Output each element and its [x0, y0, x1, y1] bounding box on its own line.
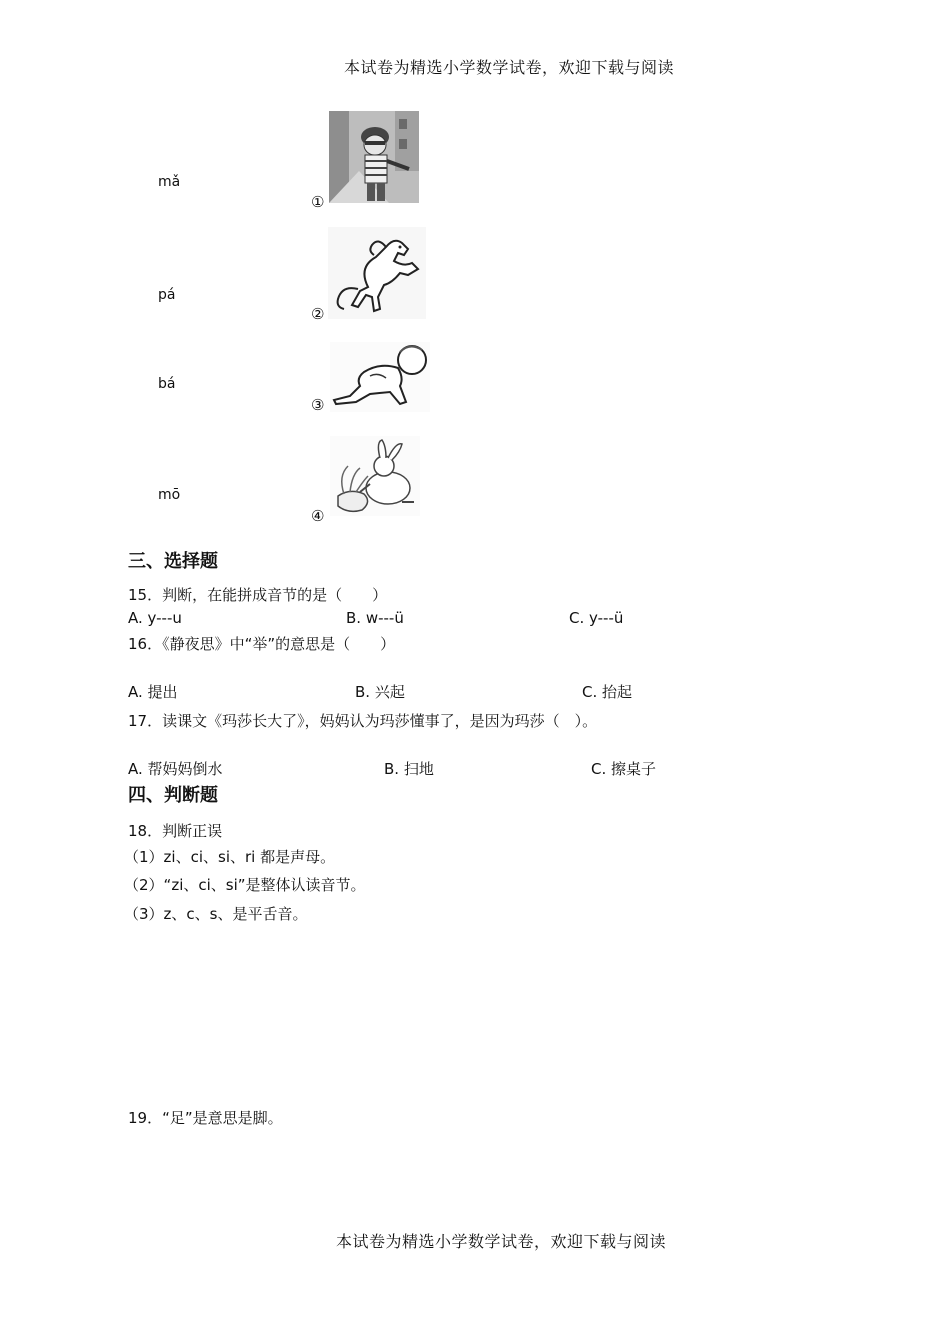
- question-15-option-b: B. w---ü: [346, 609, 404, 627]
- question-16-stem: 16．《静夜思》中“举”的意思是（ ）: [128, 635, 396, 653]
- circled-number-1: ①: [311, 193, 325, 211]
- question-17-stem: 17．读课文《玛莎长大了》，妈妈认为玛莎懂事了，是因为玛莎（ ）。: [128, 712, 598, 730]
- section-3-title: 三、选择题: [128, 551, 218, 572]
- question-16-option-a: A. 提出: [128, 683, 178, 701]
- boy-touching-icon: [329, 111, 419, 203]
- question-16-option-c: C. 抬起: [582, 683, 633, 701]
- section-4-title: 四、判断题: [128, 785, 218, 806]
- question-18-item-2: （2）“zi、ci、si”是整体认读音节。: [124, 876, 366, 894]
- page-footer: 本试卷为精选小学数学试卷，欢迎下载与阅读: [336, 1232, 667, 1251]
- question-17-option-c: C. 擦桌子: [591, 760, 657, 778]
- circled-number-2: ②: [311, 305, 325, 323]
- pinyin-1: mǎ: [158, 174, 181, 190]
- circled-number-4: ④: [311, 507, 325, 525]
- question-15-stem: 15．判断，在能拼成音节的是（ ）: [128, 586, 388, 604]
- question-18-item-1: （1）zi、ci、si、ri 都是声母。: [124, 848, 336, 866]
- question-19-stem: 19．“足”是意思是脚。: [128, 1109, 283, 1127]
- question-15-option-c: C. y---ü: [569, 609, 624, 627]
- question-15-option-a: A. y---u: [128, 609, 182, 627]
- rabbit-pulling-radish-icon: [330, 436, 420, 516]
- page-header: 本试卷为精选小学数学试卷，欢迎下载与阅读: [344, 58, 675, 77]
- pinyin-3: bá: [158, 376, 176, 392]
- crawling-baby-icon: [330, 342, 430, 412]
- question-16-option-b: B. 兴起: [355, 683, 405, 701]
- horse-icon: [328, 227, 426, 319]
- question-18-stem: 18．判断正误: [128, 822, 223, 840]
- pinyin-4: mō: [158, 487, 181, 503]
- pinyin-2: pá: [158, 287, 176, 303]
- question-17-option-b: B. 扫地: [384, 760, 434, 778]
- question-17-option-a: A. 帮妈妈倒水: [128, 760, 223, 778]
- question-18-item-3: （3）z、c、s、是平舌音。: [124, 905, 308, 923]
- circled-number-3: ③: [311, 396, 325, 414]
